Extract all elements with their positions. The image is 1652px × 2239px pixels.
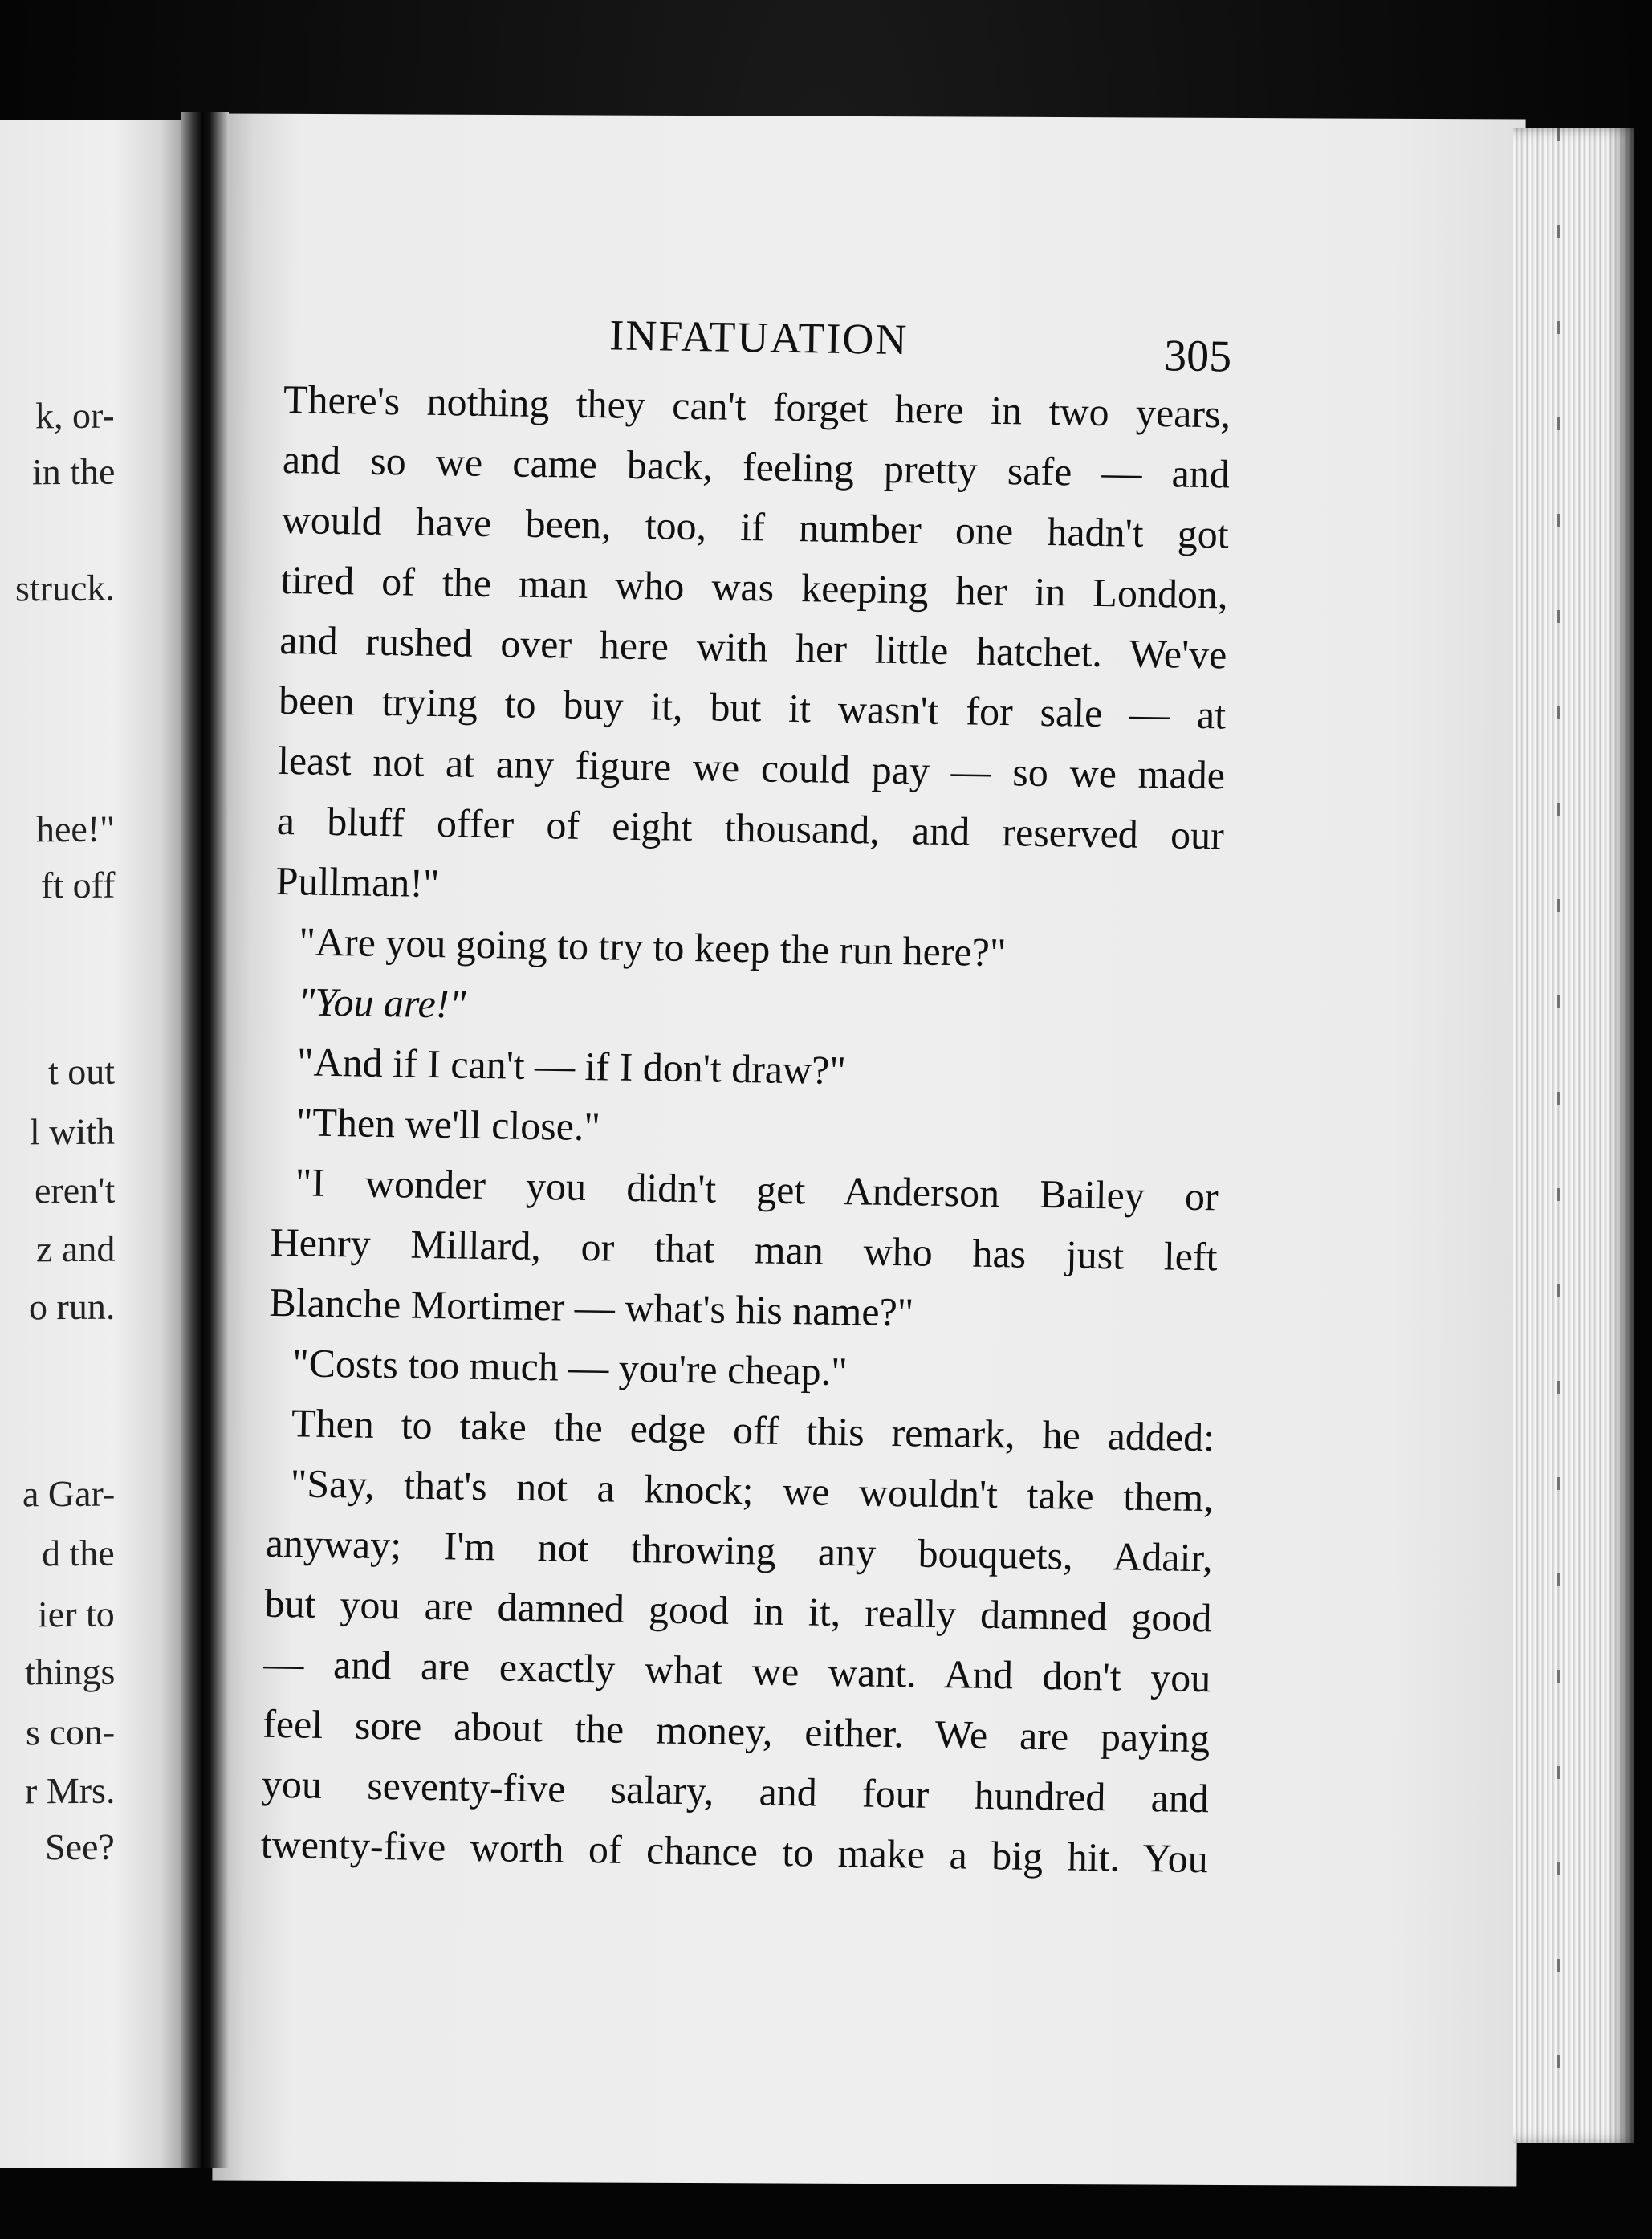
text-line: least not at any figure we could pay — so we made	[277, 737, 1226, 798]
left-page-fragment: t out	[47, 1050, 115, 1093]
body-text	[260, 369, 1231, 1889]
text-line: — and are exactly what we want. And don't you	[262, 1640, 1211, 1701]
text-line: tired of the man who was keeping her in London,	[280, 556, 1228, 617]
text-line: "I wonder you didn't get Anderson Bailey or	[295, 1159, 1219, 1219]
left-page-fragment: eren't	[34, 1169, 115, 1211]
left-page-fragment: z and	[35, 1227, 115, 1270]
text-line: and so we came back, feeling pretty safe — and	[282, 436, 1231, 497]
left-page-fragment: ft off	[40, 864, 115, 906]
page-edge-marks	[1557, 128, 1560, 2143]
left-page-fragment: s con-	[25, 1711, 115, 1753]
text-line: but you are damned good in it, really damned good	[264, 1580, 1212, 1641]
text-line: been trying to buy it, but it wasn't for sale — at	[278, 677, 1227, 738]
text-line: Henry Millard, or that man who has just left	[270, 1219, 1218, 1280]
text-line: and rushed over here with her little hatchet. We've	[279, 617, 1227, 678]
text-line: "Then we'll close."	[295, 1099, 601, 1150]
left-page-fragment: o run.	[28, 1285, 115, 1328]
text-line: feel sore about the money, either. We are paying	[262, 1700, 1211, 1761]
text-line: a bluff offer of eight thousand, and reserved our	[276, 797, 1225, 858]
text-line: Then to take the edge off this remark, he added:	[291, 1400, 1215, 1460]
left-page-fragment: r Mrs.	[24, 1769, 115, 1812]
left-page-fragment: ier to	[38, 1593, 115, 1635]
text-line: "And if I can't — if I don't draw?"	[296, 1039, 847, 1093]
text-line: anyway; I'm not throwing any bouquets, Adair,	[265, 1520, 1214, 1581]
text-line: "Costs too much — you're cheap."	[291, 1340, 848, 1394]
left-page	[0, 120, 189, 2168]
left-page-fragment: in the	[31, 450, 115, 493]
text-line: "You are!"	[297, 979, 466, 1027]
text-line: you seventy-five salary, and four hundred and	[261, 1761, 1210, 1822]
text-line: "Are you going to try to keep the run here?"	[299, 918, 1007, 975]
left-page-fragment: l with	[29, 1110, 115, 1153]
book-gutter	[181, 112, 229, 2168]
text-line: twenty-five worth of chance to make a big hit. You	[260, 1821, 1209, 1882]
text-line: Pullman!"	[275, 857, 440, 906]
left-page-fragment: hee!"	[36, 808, 115, 850]
text-line: would have been, too, if number one hadn't got	[281, 496, 1230, 557]
text-line: "Say, that's not a knock; we wouldn't take them,	[290, 1460, 1215, 1520]
left-page-fragment: k, or-	[35, 394, 115, 437]
page-edges	[1513, 128, 1634, 2143]
text-line: There's nothing they can't forget here in two years,	[283, 376, 1231, 437]
page-number: 305	[1163, 331, 1232, 382]
left-page-fragment: a Gar-	[22, 1472, 115, 1515]
left-page-fragment: struck.	[15, 567, 115, 609]
left-page-fragment: things	[24, 1651, 115, 1693]
left-page-fragment: See?	[45, 1826, 115, 1868]
left-page-fragment: d the	[42, 1532, 115, 1574]
running-head: INFATUATION	[608, 311, 909, 364]
text-line: Blanche Mortimer — what's his name?"	[269, 1279, 914, 1335]
